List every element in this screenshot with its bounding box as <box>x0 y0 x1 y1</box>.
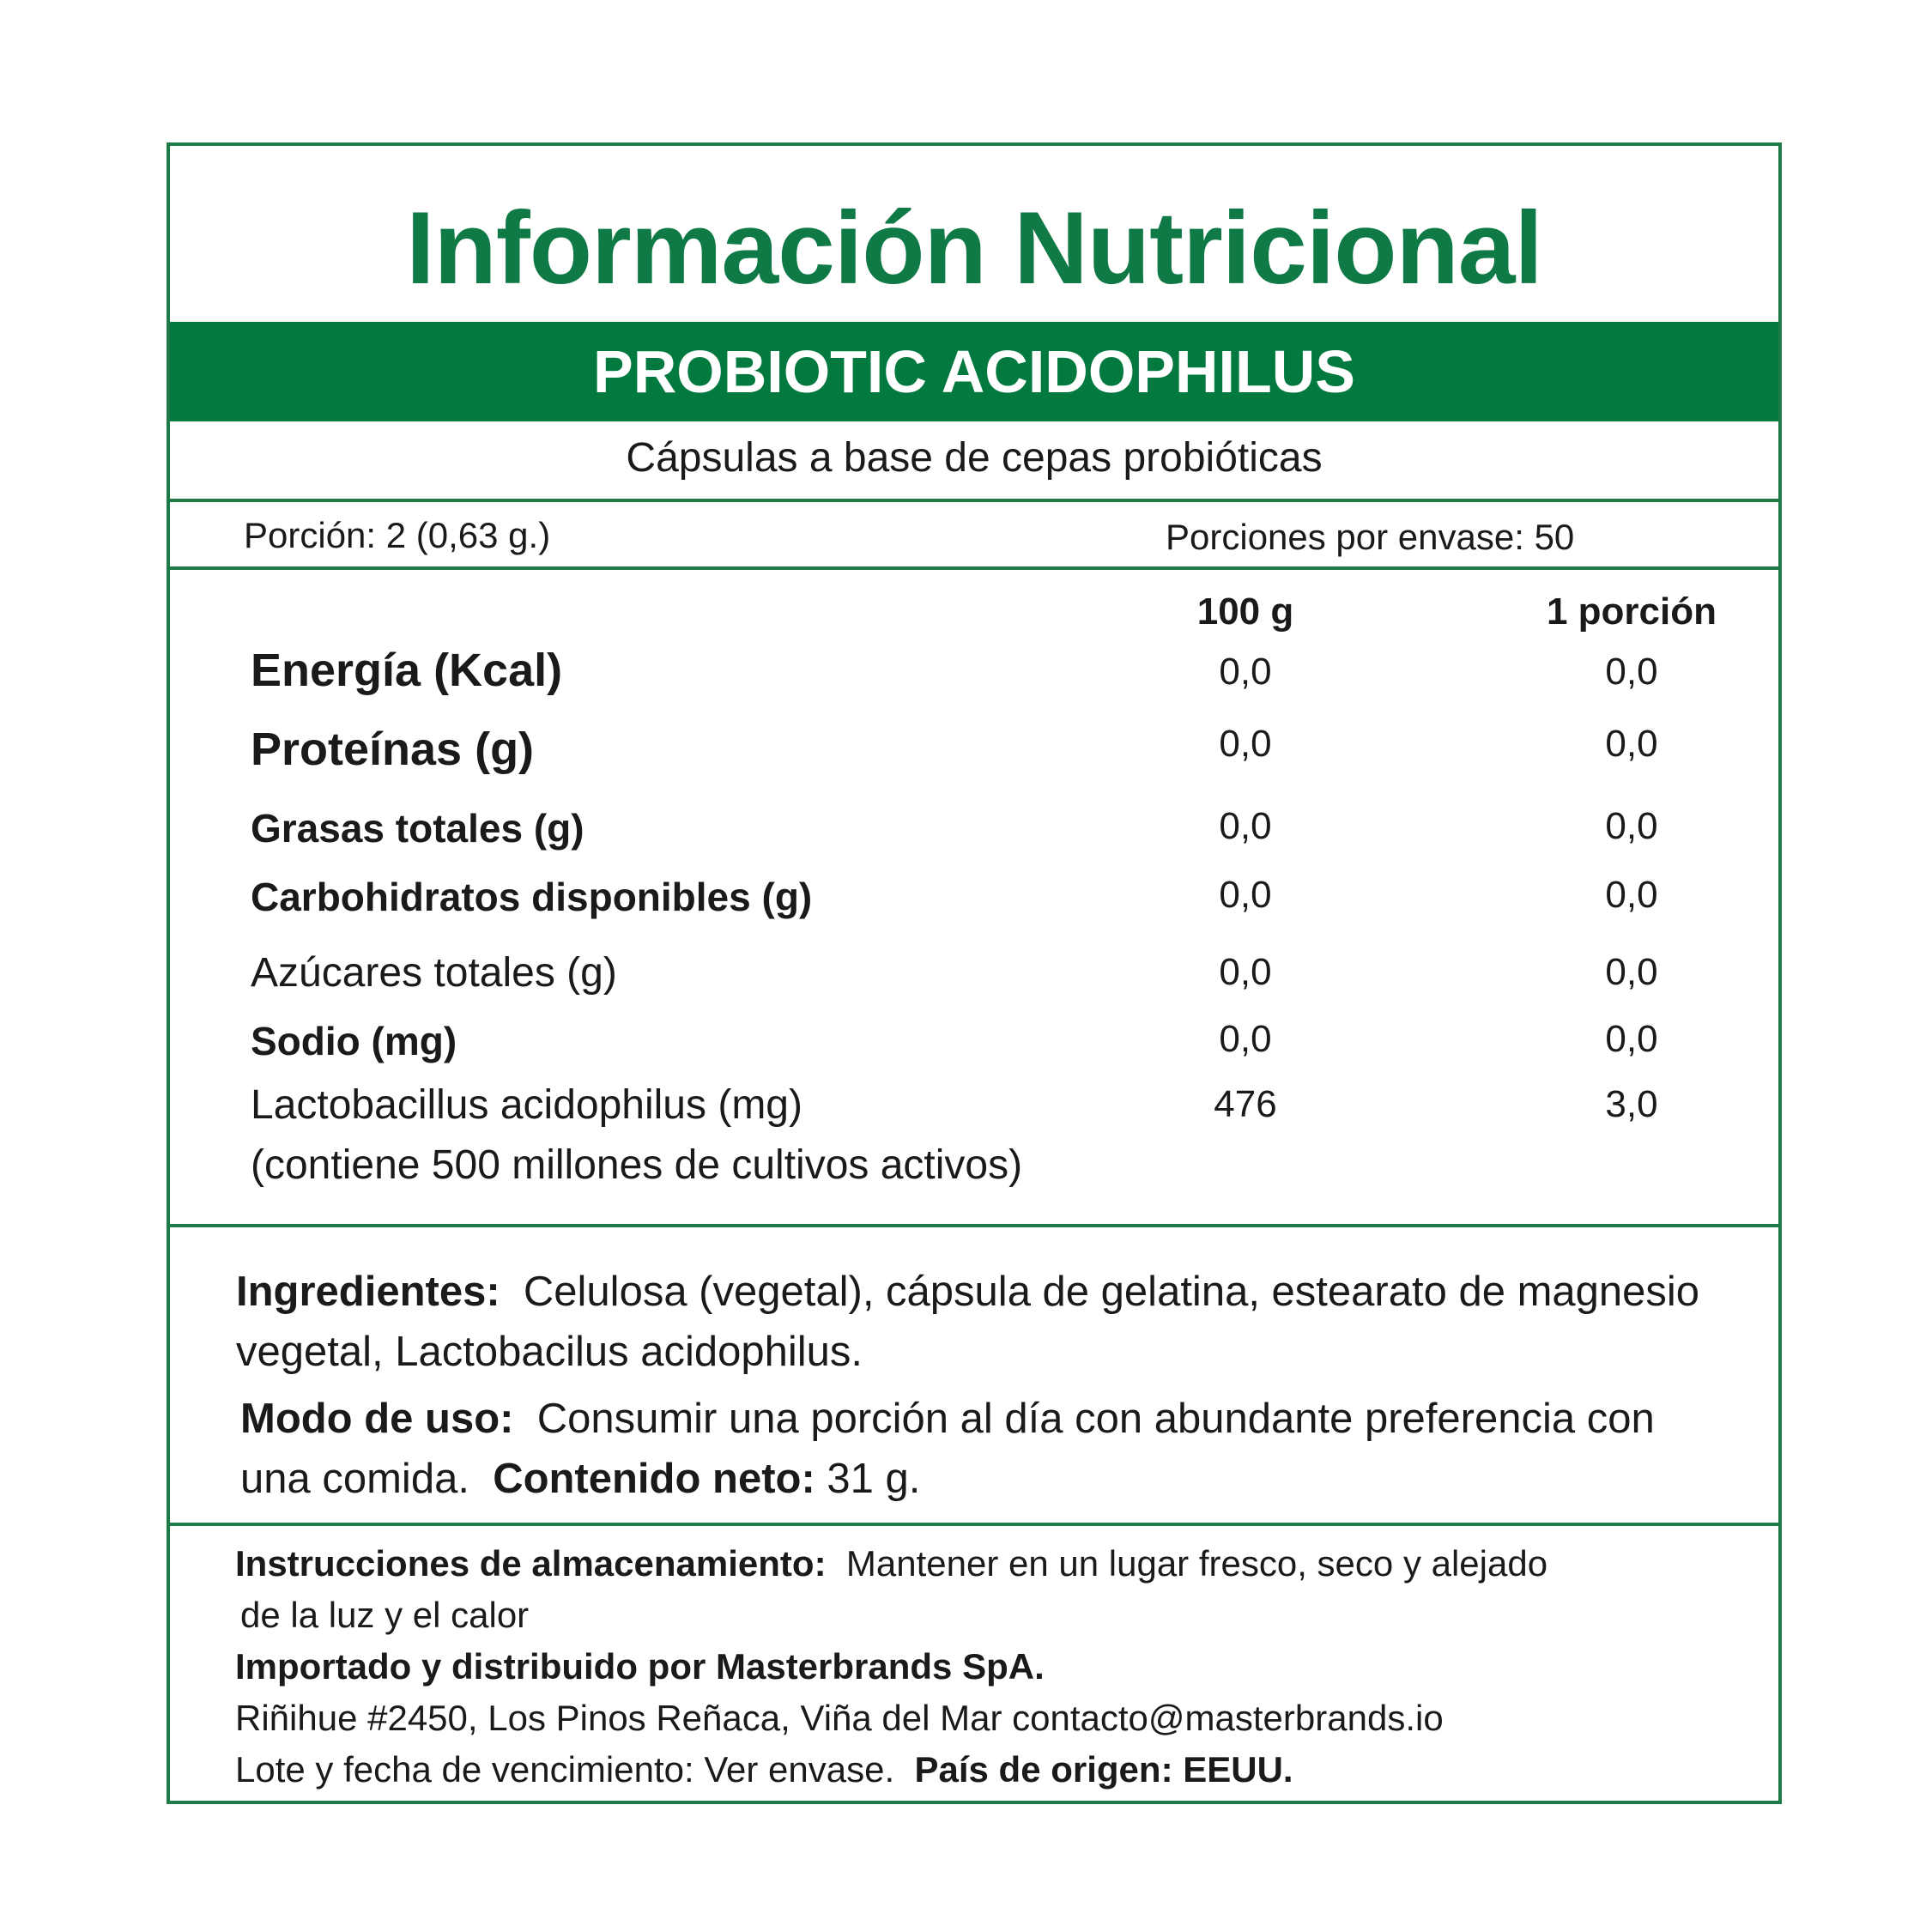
importer-text: Importado y distribuido por Masterbrands SpA. <box>235 1646 1045 1687</box>
divider <box>170 1224 1778 1227</box>
usage-label: Modo de uso: <box>240 1396 514 1442</box>
usage-line-2: una comida. <box>240 1456 469 1502</box>
servings-per-container: Porciones por envase: 50 <box>1166 517 1575 557</box>
nutrient-value-serving: 0,0 <box>1605 651 1658 693</box>
divider <box>170 499 1778 502</box>
nutrient-value-serving: 0,0 <box>1605 1018 1658 1060</box>
nutrient-value-100g: 476 <box>1214 1083 1277 1125</box>
ingredients-label: Ingredientes: <box>236 1269 500 1315</box>
net-content-label: Contenido neto: <box>493 1456 815 1502</box>
nutrient-value-serving: 0,0 <box>1605 951 1658 993</box>
lot-origin-line <box>235 1744 1293 1796</box>
usage-line-1: Consumir una porción al día con abundante preferencia con <box>536 1396 1655 1442</box>
nutrient-name: Grasas totales (g) <box>251 806 584 851</box>
nutrient-value-serving: 3,0 <box>1605 1083 1658 1125</box>
nutrient-value-100g: 0,0 <box>1219 951 1272 993</box>
storage-line-1 <box>235 1538 1547 1590</box>
nutrient-value-100g: 0,0 <box>1219 1018 1272 1060</box>
column-header-100g: 100 g <box>1196 591 1294 633</box>
column-header-serving: 1 porción <box>1546 591 1717 633</box>
nutrient-value-100g: 0,0 <box>1219 723 1272 765</box>
origin-text: País de origen: EEUU. <box>914 1749 1293 1790</box>
usage-text <box>240 1389 1727 1509</box>
storage-text: Mantener en un lugar fresco, seco y alejado <box>845 1543 1548 1584</box>
divider <box>170 566 1778 570</box>
lot-text: Lote y fecha de vencimiento: Ver envase. <box>235 1749 895 1790</box>
divider <box>170 1523 1778 1526</box>
nutrient-name: Lactobacillus acidophilus (mg) <box>251 1082 802 1128</box>
address-text: Riñihue #2450, Los Pinos Reñaca, Viña del Mar contacto@masterbrands.io <box>235 1698 1444 1738</box>
nutrient-name: Proteínas (g) <box>251 724 535 775</box>
storage-label: Instrucciones de almacenamiento: <box>235 1543 827 1584</box>
nutrient-name: Carbohidratos disponibles (g) <box>251 875 813 919</box>
nutrient-value-100g: 0,0 <box>1219 651 1272 693</box>
nutrient-value-100g: 0,0 <box>1219 874 1272 916</box>
nutrition-label <box>167 142 1782 1804</box>
nutrient-value-serving: 0,0 <box>1605 723 1658 765</box>
nutrient-value-100g: 0,0 <box>1219 805 1272 847</box>
ingredients-line-2: vegetal, Lactobacilus acidophilus. <box>236 1329 863 1375</box>
page-title: Información Nutricional <box>406 191 1542 306</box>
product-name-band: PROBIOTIC ACIDOPHILUS <box>170 322 1778 421</box>
nutrient-note: (contiene 500 millones de cultivos activos) <box>251 1142 1023 1188</box>
storage-line-2: de la luz y el calor <box>240 1595 530 1635</box>
nutrient-name: Sodio (mg) <box>251 1019 457 1063</box>
product-subtitle: Cápsulas a base de cepas probióticas <box>626 435 1323 481</box>
ingredients-line-1: Celulosa (vegetal), cápsula de gelatina, estearato de magnesio <box>523 1269 1700 1315</box>
nutrient-name: Azúcares totales (g) <box>251 950 617 996</box>
ingredients-text <box>236 1262 1727 1382</box>
serving-size: Porción: 2 (0,63 g.) <box>244 515 551 555</box>
net-content-value: 31 g. <box>827 1456 921 1502</box>
nutrient-value-serving: 0,0 <box>1605 874 1658 916</box>
nutrient-name: Energía (Kcal) <box>251 645 563 696</box>
nutrient-value-serving: 0,0 <box>1605 805 1658 847</box>
